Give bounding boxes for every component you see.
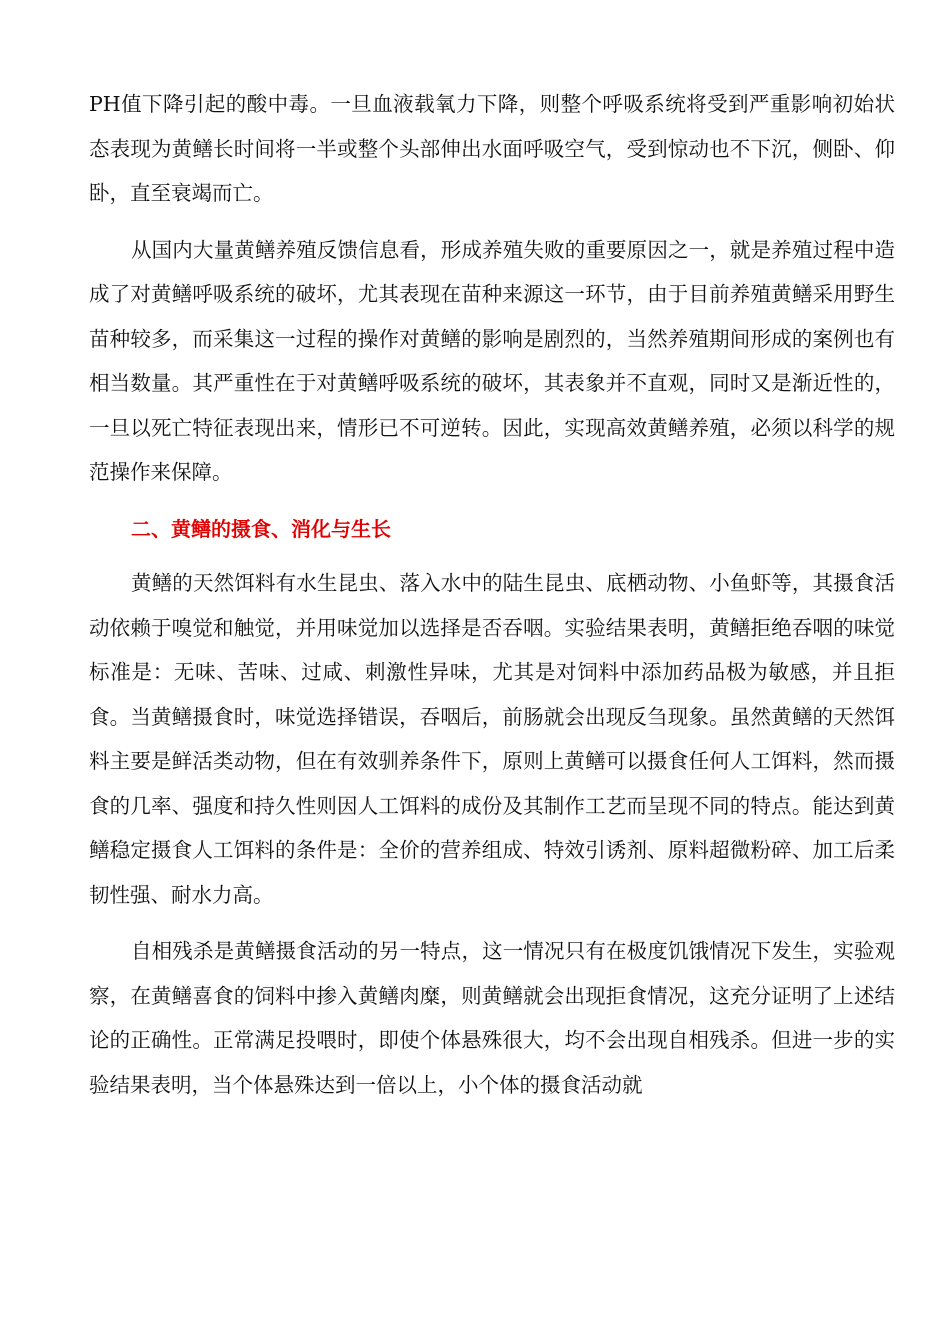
paragraph-cannibalism: 自相残杀是黄鳝摄食活动的另一特点，这一情况只有在极度饥饿情况下发生，实验观察，在黄鳝喜食的饲料中掺入黄鳝肉糜，则黄鳝就会出现拒食情况，这充分证明了上述结论的正确性。正常满足投喂时，即使个体悬殊很大，均不会出现自相残杀。但进一步的实验结果表明，当个体悬殊达到一倍以上，小个体的摄食活动就 — [89, 939, 895, 1097]
section-heading-feeding: 二、黄鳝的摄食、消化与生长 — [131, 516, 391, 541]
document-body — [89, 82, 895, 1119]
paragraph-breeding-failure: 从国内大量黄鳝养殖反馈信息看，形成养殖失败的重要原因之一，就是养殖过程中造成了对黄鳝呼吸系统的破坏，尤其表现在苗种来源这一环节，由于目前养殖黄鳝采用野生苗种较多，而采集这一过程的操作对黄鳝的影响是剧烈的，当然养殖期间形成的案例也有相当数量。其严重性在于对黄鳝呼吸系统的破坏，其表象并不直观，同时又是渐近性的，一旦以死亡特征表现出来，情形已不可逆转。因此，实现高效黄鳝养殖，必须以科学的规范操作来保障。 — [89, 237, 895, 484]
paragraph-natural-feed: 黄鳝的天然饵料有水生昆虫、落入水中的陆生昆虫、底栖动物、小鱼虾等，其摄食活动依赖于嗅觉和触觉，并用味觉加以选择是否吞咽。实验结果表明，黄鳝拒绝吞咽的味觉标准是：无味、苦味、过咸、刺激性异味，尤其是对饲料中添加药品极为敏感，并且拒食。当黄鳝摄食时，味觉选择错误，吞咽后，前肠就会出现反刍现象。虽然黄鳝的天然饵料主要是鲜活类动物，但在有效驯养条件下，原则上黄鳝可以摄食任何人工饵料，然而摄食的几率、强度和持久性则因人工饵料的成份及其制作工艺而呈现不同的特点。能达到黄鳝稳定摄食人工饵料的条件是：全价的营养组成、特效引诱剂、原料超微粉碎、加工后柔韧性强、耐水力高。 — [89, 571, 895, 907]
paragraph-respiration-end: PH值下降引起的酸中毒。一旦血液载氧力下降，则整个呼吸系统将受到严重影响初始状态表现为黄鳝长时间将一半或整个头部伸出水面呼吸空气，受到惊动也不下沉，侧卧、仰卧，直至衰竭而亡。 — [89, 92, 895, 205]
